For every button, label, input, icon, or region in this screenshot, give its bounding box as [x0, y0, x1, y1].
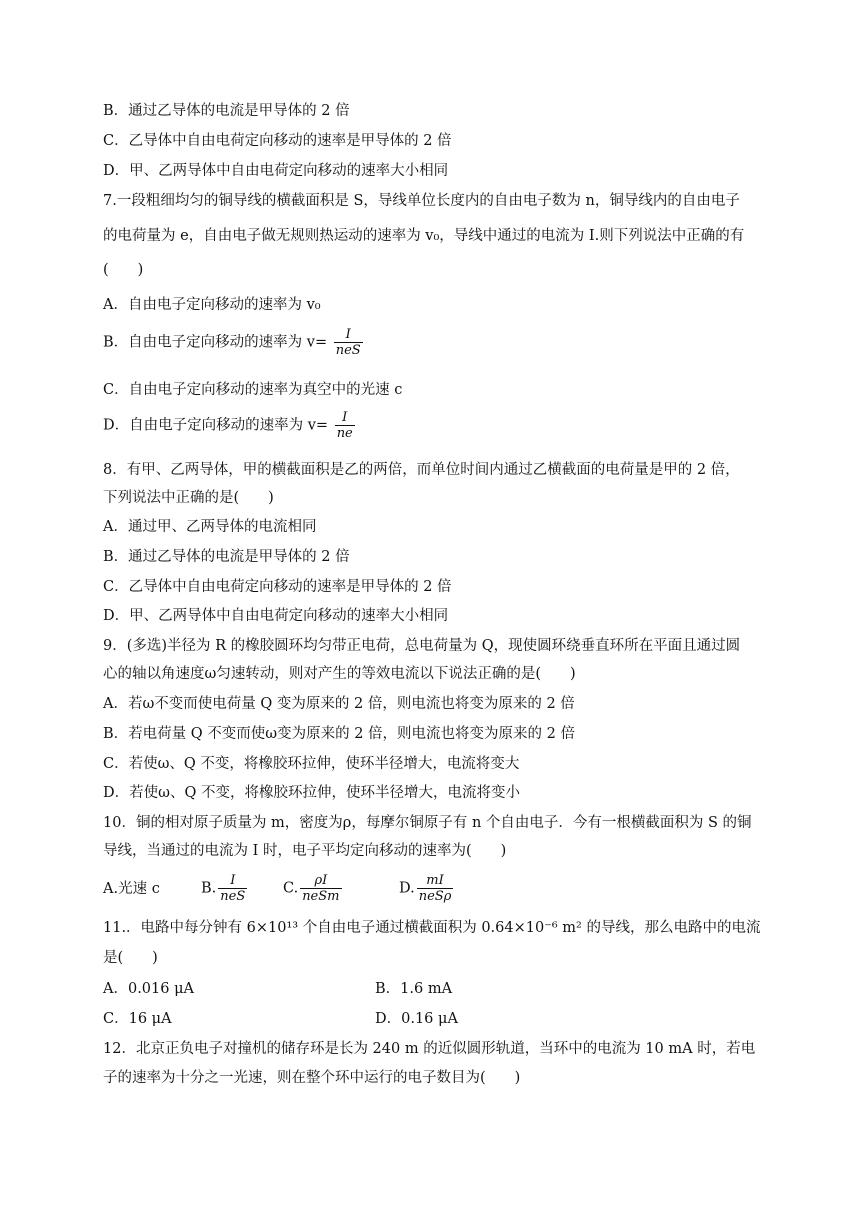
question-9-stem: 9．(多选)半径为 R 的橡胶圆环均匀带正电荷，总电荷量为 Q，现使圆环绕垂直环所在平面且通过圆 — [103, 638, 741, 654]
option-text: A.光速 c — [103, 880, 160, 897]
question-8-stem: 8．有甲、乙两导体，甲的横截面积是乙的两倍，而单位时间内通过乙横截面的电荷量是甲的 2 倍， — [103, 462, 740, 478]
fraction-denominator: ne — [336, 426, 353, 441]
option-with-fraction — [283, 873, 399, 904]
question-11-stem: 是( ) — [103, 950, 158, 966]
fraction-numerator: mI — [417, 873, 454, 889]
option-text: D．甲、乙两导体中自由电荷定向移动的速率大小相同 — [103, 163, 449, 179]
option-text: B．通过乙导体的电流是甲导体的 2 倍 — [103, 103, 350, 119]
option-text: D．0.16 μA — [375, 1011, 458, 1027]
question-11-options-row — [103, 1009, 458, 1029]
question-12-stem: 子的速率为十分之一光速，则在整个环中运行的电子数目为( ) — [103, 1070, 521, 1086]
option-text: C．自由电子定向移动的速率为真空中的光速 c — [103, 382, 403, 398]
fraction-numerator: ρI — [300, 873, 341, 889]
option-text: D．若使ω、Q 不变，将橡胶环拉伸，使环半径增大，电流将变小 — [103, 785, 520, 801]
question-9-stem: 心的轴以角速度ω匀速转动，则对产生的等效电流以下说法正确的是( ) — [103, 666, 576, 682]
option-label: D. — [399, 880, 415, 897]
option-text: C．若使ω、Q 不变，将橡胶环拉伸，使环半径增大，电流将变大 — [103, 756, 520, 772]
fraction-denominator: neSρ — [418, 889, 452, 904]
question-12-stem: 12．北京正负电子对撞机的储存环是长为 240 m 的近似圆形轨道，当环中的电流为 10 mA 时，若电 — [103, 1041, 756, 1057]
question-11-options-row — [103, 979, 452, 999]
option-text: B．自由电子定向移动的速率为 v= — [103, 334, 328, 351]
fraction-denominator: neS — [335, 343, 361, 358]
fraction — [300, 873, 341, 904]
option-with-fraction — [399, 873, 455, 904]
option-label: C. — [283, 880, 299, 897]
question-7-stem: 的电荷量为 e，自由电子做无规则热运动的速率为 v₀，导线中通过的电流为 I.则下列说法中正确的有 — [103, 228, 745, 244]
option-text: D．甲、乙两导体中自由电荷定向移动的速率大小相同 — [103, 608, 449, 624]
option-text: A．通过甲、乙两导体的电流相同 — [103, 519, 317, 535]
question-11-stem: 11.．电路中每分钟有 6×10¹³ 个自由电子通过横截面积为 0.64×10⁻⁶ m² 的导线，那么电路中的电流 — [103, 920, 761, 936]
option-text: C．乙导体中自由电荷定向移动的速率是甲导体的 2 倍 — [103, 133, 452, 149]
question-10-stem: 导线，当通过的电流为 I 时，电子平均定向移动的速率为( ) — [103, 843, 507, 859]
question-10-stem: 10．铜的相对原子质量为 m，密度为ρ，每摩尔铜原子有 n 个自由电子．今有一根横截面积为 S 的铜 — [103, 815, 752, 831]
option-text: C．16 μA — [103, 1011, 172, 1027]
option-text: A．自由电子定向移动的速率为 v₀ — [103, 297, 321, 313]
fraction-numerator: I — [218, 873, 247, 889]
option-text: A．0.016 μA — [103, 981, 194, 997]
option-text: B．1.6 mA — [375, 981, 453, 997]
option-with-fraction — [201, 873, 283, 904]
question-7-bracket: ( ) — [103, 262, 144, 278]
fraction-denominator: neS — [220, 889, 246, 904]
fraction — [218, 873, 247, 904]
option-with-fraction — [103, 327, 365, 358]
fraction — [417, 873, 454, 904]
fraction — [335, 410, 355, 441]
question-7-stem: 7.一段粗细均匀的铜导线的横截面积是 S，导线单位长度内的自由电子数为 n，铜导线内的自由电子 — [103, 193, 740, 209]
fraction-numerator: I — [335, 410, 355, 426]
option-with-fraction — [103, 410, 357, 441]
option-text: A．若ω不变而使电荷量 Q 变为原来的 2 倍，则电流也将变为原来的 2 倍 — [103, 696, 575, 712]
option-text: D．自由电子定向移动的速率为 v= — [103, 417, 329, 434]
option-text: B．通过乙导体的电流是甲导体的 2 倍 — [103, 549, 350, 565]
option-label: B. — [201, 880, 217, 897]
fraction-denominator: neSm — [302, 889, 340, 904]
fraction-numerator: I — [334, 327, 363, 343]
fraction — [334, 327, 363, 358]
option-text: C．乙导体中自由电荷定向移动的速率是甲导体的 2 倍 — [103, 579, 452, 595]
option-text: B．若电荷量 Q 不变而使ω变为原来的 2 倍，则电流也将变为原来的 2 倍 — [103, 726, 575, 742]
question-8-stem: 下列说法中正确的是( ) — [103, 490, 274, 506]
question-10-options — [103, 873, 455, 904]
